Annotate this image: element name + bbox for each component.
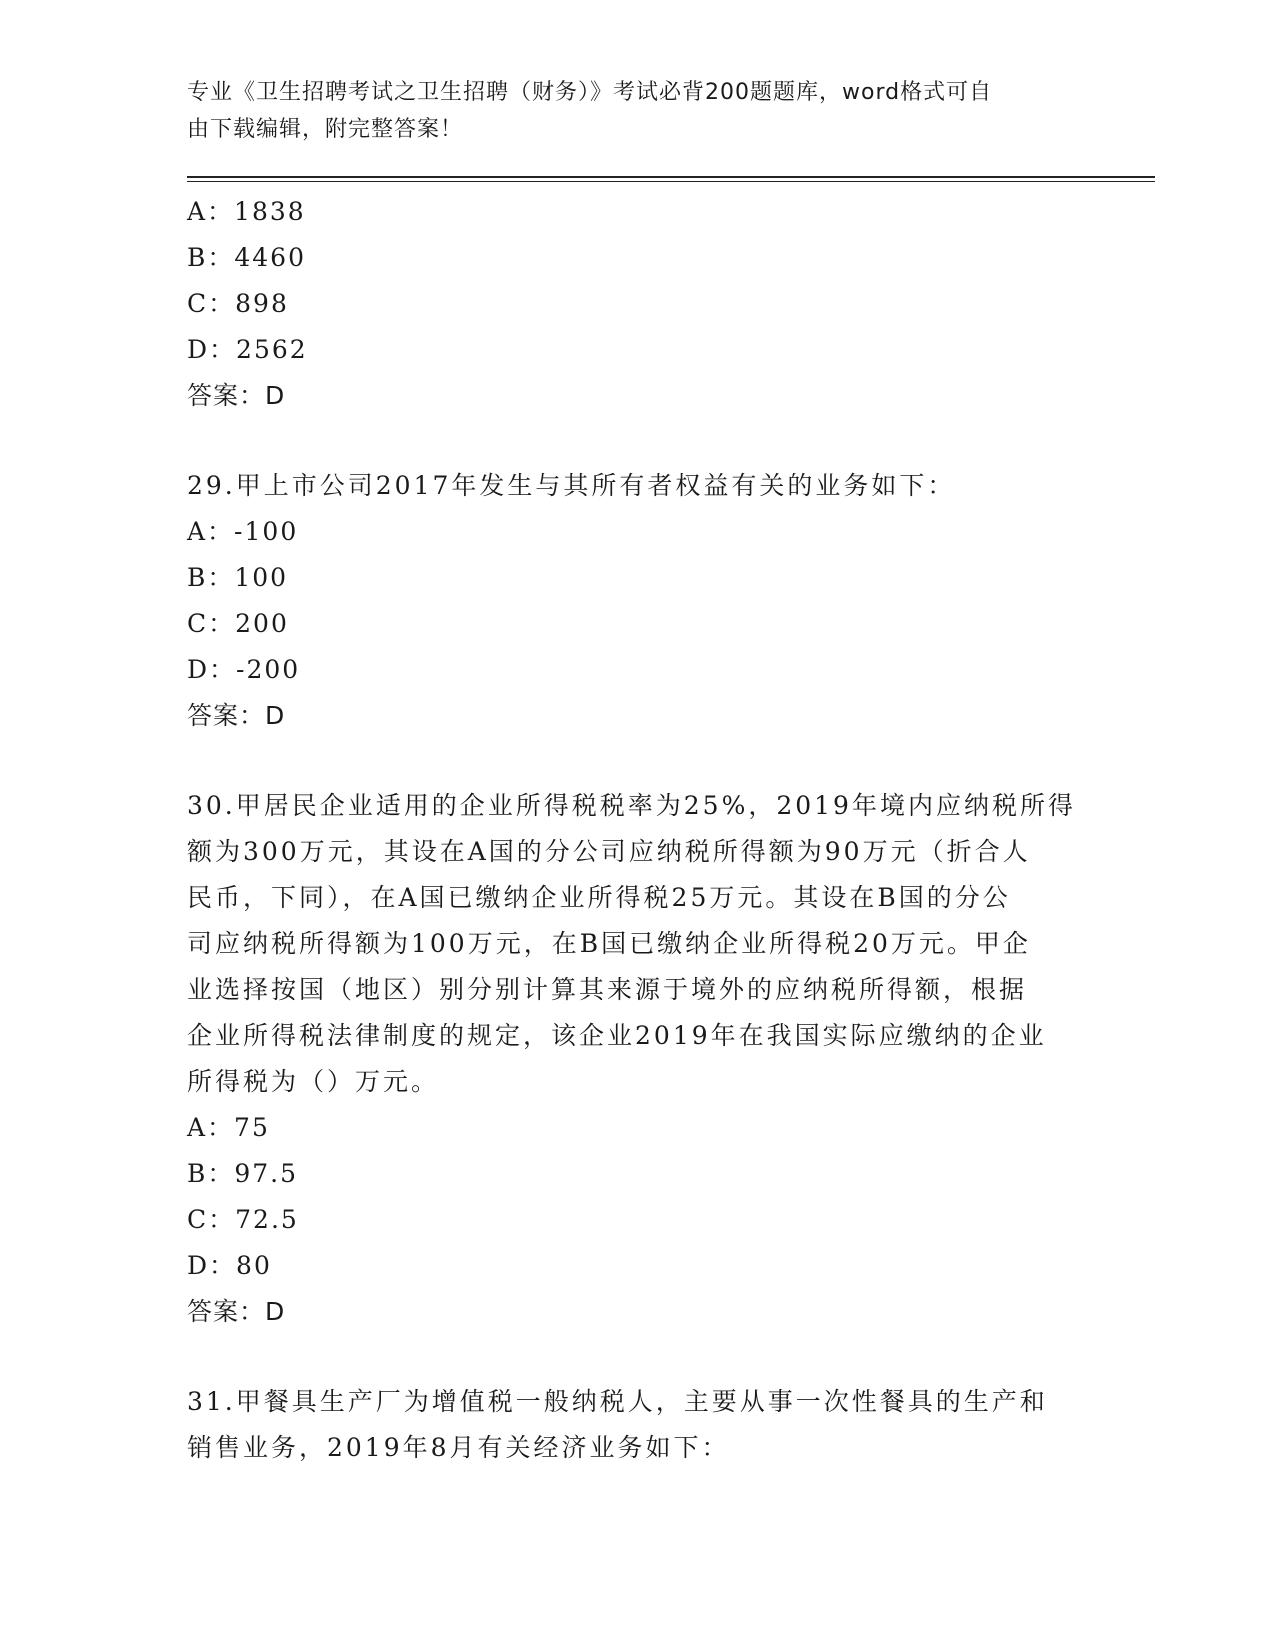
option-b: B：100	[187, 563, 289, 592]
question-stem-line: 司应纳税所得额为100万元，在B国已缴纳企业所得税20万元。甲企	[187, 929, 1031, 958]
question-28	[187, 189, 1087, 419]
option-b: B：4460	[187, 243, 306, 272]
question-list	[187, 189, 1087, 1471]
answer: 答案：D	[187, 701, 286, 730]
header-divider-thin	[187, 181, 1155, 182]
option-a: A：1838	[187, 197, 306, 226]
option-b: B：97.5	[187, 1159, 299, 1188]
question-stem-line: 31.甲餐具生产厂为增值税一般纳税人，主要从事一次性餐具的生产和	[187, 1387, 1048, 1416]
question-30	[187, 783, 1087, 1335]
option-c: C：72.5	[187, 1205, 299, 1234]
question-31	[187, 1379, 1087, 1471]
question-29	[187, 463, 1087, 739]
option-d: D：2562	[187, 335, 308, 364]
option-a: A：-100	[187, 517, 299, 546]
option-c: C：898	[187, 289, 289, 318]
answer: 答案：D	[187, 381, 286, 410]
document-header	[187, 74, 1067, 148]
header-divider-thick	[187, 176, 1155, 178]
question-stem-line: 民币，下同），在A国已缴纳企业所得税25万元。其设在B国的分公	[187, 883, 1011, 912]
header-line-1: 专业《卫生招聘考试之卫生招聘（财务）》考试必背200题题库，word格式可自	[187, 80, 993, 105]
option-a: A：75	[187, 1113, 270, 1142]
question-stem-line: 企业所得税法律制度的规定，该企业2019年在我国实际应缴纳的企业	[187, 1021, 1047, 1050]
question-stem: 29.甲上市公司2017年发生与其所有者权益有关的业务如下：	[187, 471, 956, 500]
question-stem-line: 业选择按国（地区）别分别计算其来源于境外的应纳税所得额，根据	[187, 975, 1028, 1004]
option-c: C：200	[187, 609, 289, 638]
question-stem-line: 销售业务，2019年8月有关经济业务如下：	[187, 1433, 730, 1462]
answer: 答案：D	[187, 1297, 286, 1326]
question-stem-line: 所得税为（）万元。	[187, 1067, 440, 1096]
option-d: D：-200	[187, 655, 301, 684]
question-stem-line: 额为300万元，其设在A国的分公司应纳税所得额为90万元（折合人	[187, 837, 1031, 866]
option-d: D：80	[187, 1251, 272, 1280]
header-line-2: 由下载编辑，附完整答案！	[187, 117, 464, 142]
question-stem-line: 30.甲居民企业适用的企业所得税税率为25%，2019年境内应纳税所得	[187, 791, 1076, 820]
